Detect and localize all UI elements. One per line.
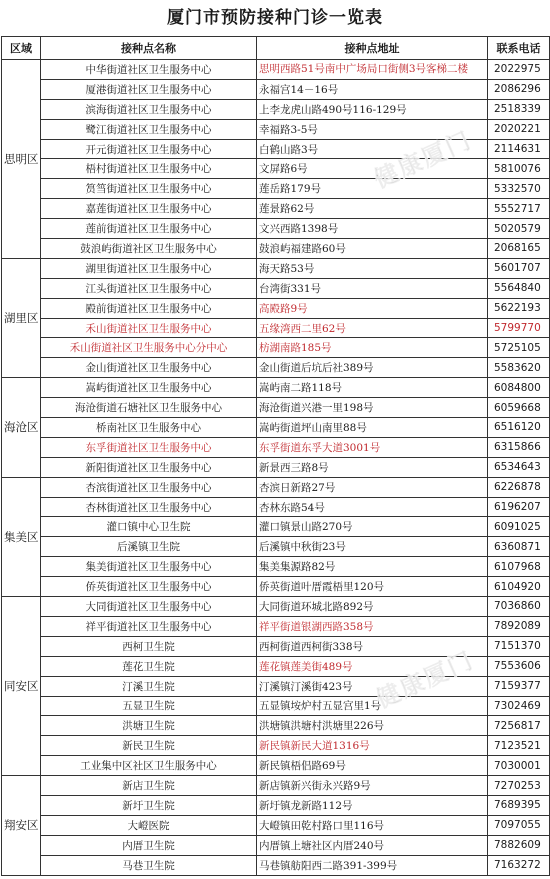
clinic-name-cell: 滨海街道社区卫生服务中心 [41,99,257,119]
clinic-name-cell: 中华街道社区卫生服务中心 [41,60,257,80]
table-row [2,239,550,259]
clinic-address-cell: 幸福路3-5号 [257,119,488,139]
clinic-phone-cell: 5622193 [488,298,550,318]
clinic-name-cell: 杏林街道社区卫生服务中心 [41,497,257,517]
table-row [2,597,550,617]
table-row [2,557,550,577]
table-row [2,79,550,99]
clinic-phone-cell: 7097055 [488,815,550,835]
clinic-phone-cell: 6516120 [488,418,550,438]
clinic-address-cell: 五缘湾西二里62号 [257,318,488,338]
clinic-phone-cell: 5332570 [488,179,550,199]
clinic-name-cell: 后溪镇卫生院 [41,537,257,557]
clinic-phone-cell: 2068165 [488,239,550,259]
clinic-phone-cell: 7892089 [488,616,550,636]
clinic-address-cell: 马巷镇舫阳西二路391-399号 [257,855,488,875]
table-row [2,179,550,199]
table-row [2,795,550,815]
clinic-address-cell: 嵩屿南二路118号 [257,378,488,398]
clinic-name-cell: 禾山街道社区卫生服务中心 [41,318,257,338]
clinic-name-cell: 大嶝医院 [41,815,257,835]
clinic-phone-cell: 5583620 [488,358,550,378]
clinic-name-cell: 汀溪卫生院 [41,676,257,696]
clinic-address-cell: 新民镇新民大道1316号 [257,736,488,756]
clinic-address-cell: 莲花镇莲美街489号 [257,656,488,676]
table-row [2,119,550,139]
clinic-phone-cell: 7689395 [488,795,550,815]
clinic-phone-cell: 5552717 [488,199,550,219]
clinic-phone-cell: 2022975 [488,60,550,80]
clinic-phone-cell: 5799770 [488,318,550,338]
clinic-phone-cell: 6226878 [488,477,550,497]
clinic-address-cell: 杏滨日新路27号 [257,477,488,497]
table-row [2,616,550,636]
header-phone: 联系电话 [488,37,550,60]
clinic-address-cell: 大嶝镇田乾村路口里116号 [257,815,488,835]
clinic-phone-cell: 6360871 [488,537,550,557]
clinic-phone-cell: 7882609 [488,835,550,855]
table-row [2,139,550,159]
district-cell: 思明区 [2,60,41,259]
table-row [2,835,550,855]
clinic-name-cell: 内厝卫生院 [41,835,257,855]
table-row [2,258,550,278]
clinic-phone-cell: 5725105 [488,338,550,358]
clinic-name-cell: 洪塘卫生院 [41,716,257,736]
table-row [2,636,550,656]
clinic-phone-cell: 7123521 [488,736,550,756]
clinic-phone-cell: 6107968 [488,557,550,577]
header-address: 接种点地址 [257,37,488,60]
table-row [2,756,550,776]
clinic-address-cell: 汀溪镇汀溪街423号 [257,676,488,696]
district-cell: 海沧区 [2,378,41,477]
clinic-name-cell: 新民卫生院 [41,736,257,756]
clinic-address-cell: 五显镇垵炉村五显宫里1号 [257,696,488,716]
clinic-address-cell: 新民镇梧侣路69号 [257,756,488,776]
clinic-address-cell: 枋湖南路185号 [257,338,488,358]
table-row [2,656,550,676]
clinic-phone-cell: 7270253 [488,776,550,796]
clinic-phone-cell: 6059668 [488,398,550,418]
clinic-address-cell: 新店镇新兴街永兴路9号 [257,776,488,796]
clinic-phone-cell: 2020221 [488,119,550,139]
table-row [2,437,550,457]
table-row [2,776,550,796]
clinic-name-cell: 嵩屿街道社区卫生服务中心 [41,378,257,398]
table-row [2,199,550,219]
table-row [2,497,550,517]
clinic-name-cell: 鼓浪屿街道社区卫生服务中心 [41,239,257,259]
clinic-name-cell: 桥南社区卫生服务中心 [41,418,257,438]
clinic-phone-cell: 7163272 [488,855,550,875]
clinic-name-cell: 工业集中区社区卫生服务中心 [41,756,257,776]
district-cell: 同安区 [2,597,41,776]
table-row [2,159,550,179]
clinic-name-cell: 大同街道社区卫生服务中心 [41,597,257,617]
clinic-name-cell: 新圩卫生院 [41,795,257,815]
table-row [2,378,550,398]
clinic-name-cell: 新店卫生院 [41,776,257,796]
clinic-address-cell: 台湾街331号 [257,278,488,298]
page-title: 厦门市预防接种门诊一览表 [167,8,383,28]
table-row [2,338,550,358]
clinic-phone-cell: 7302469 [488,696,550,716]
clinic-phone-cell: 6196207 [488,497,550,517]
clinic-phone-cell: 6315866 [488,437,550,457]
clinic-phone-cell: 5564840 [488,278,550,298]
clinic-name-cell: 东孚街道社区卫生服务中心 [41,437,257,457]
clinic-address-cell: 祥平街道银湖西路358号 [257,616,488,636]
clinic-name-cell: 五显卫生院 [41,696,257,716]
clinic-name-cell: 新阳街道社区卫生服务中心 [41,457,257,477]
clinic-name-cell: 灌口镇中心卫生院 [41,517,257,537]
clinic-address-cell: 金山街道后坑后社389号 [257,358,488,378]
clinic-phone-cell: 7256817 [488,716,550,736]
clinic-address-cell: 后溪镇中秋街23号 [257,537,488,557]
table-row [2,736,550,756]
clinic-address-cell: 莲景路62号 [257,199,488,219]
watermark: 健康厦门 [369,125,477,194]
clinic-address-cell: 白鹤山路3号 [257,139,488,159]
clinic-address-cell: 嵩屿街道坪山南里88号 [257,418,488,438]
table-row [2,418,550,438]
clinic-address-cell: 海沧街道兴港一里198号 [257,398,488,418]
clinic-address-cell: 新圩镇龙新路112号 [257,795,488,815]
clinic-name-cell: 江头街道社区卫生服务中心 [41,278,257,298]
clinic-name-cell: 马巷卫生院 [41,855,257,875]
clinic-address-cell: 鼓浪屿福建路60号 [257,239,488,259]
clinic-phone-cell: 7159377 [488,676,550,696]
table-row [2,457,550,477]
clinic-address-cell: 莲岳路179号 [257,179,488,199]
clinic-address-cell: 洪塘镇洪塘村洪塘里226号 [257,716,488,736]
clinic-address-cell: 西柯街道西柯街338号 [257,636,488,656]
clinic-address-cell: 新景西三路8号 [257,457,488,477]
clinic-phone-cell: 5601707 [488,258,550,278]
header-district: 区域 [2,37,41,60]
clinic-phone-cell: 2086296 [488,79,550,99]
table-row [2,696,550,716]
table-row [2,398,550,418]
clinic-phone-cell: 7030001 [488,756,550,776]
table-row [2,477,550,497]
clinic-name-cell: 开元街道社区卫生服务中心 [41,139,257,159]
district-cell: 集美区 [2,477,41,596]
table-body [2,60,550,876]
clinic-name-cell: 湖里街道社区卫生服务中心 [41,258,257,278]
table-row [2,60,550,80]
clinic-table [1,36,550,876]
district-cell: 翔安区 [2,776,41,875]
clinic-name-cell: 嘉莲街道社区卫生服务中心 [41,199,257,219]
clinic-name-cell: 鹭江街道社区卫生服务中心 [41,119,257,139]
district-cell: 湖里区 [2,258,41,377]
clinic-address-cell: 内厝镇上塘社区内厝240号 [257,835,488,855]
clinic-address-cell: 杏林东路54号 [257,497,488,517]
clinic-address-cell: 上李龙虎山路490号116-129号 [257,99,488,119]
clinic-name-cell: 西柯卫生院 [41,636,257,656]
clinic-address-cell: 海天路53号 [257,258,488,278]
clinic-address-cell: 永福宫14－16号 [257,79,488,99]
table-row [2,676,550,696]
clinic-name-cell: 侨英街道社区卫生服务中心 [41,577,257,597]
table-row [2,318,550,338]
clinic-name-cell: 莲花卫生院 [41,656,257,676]
clinic-address-cell: 文屏路6号 [257,159,488,179]
clinic-phone-cell: 6091025 [488,517,550,537]
table-row [2,517,550,537]
clinic-address-cell: 文兴西路1398号 [257,219,488,239]
clinic-phone-cell: 2114631 [488,139,550,159]
clinic-address-cell: 高殿路9号 [257,298,488,318]
clinic-phone-cell: 6104920 [488,577,550,597]
clinic-name-cell: 殿前街道社区卫生服务中心 [41,298,257,318]
table-row [2,537,550,557]
table-header-row [2,37,550,60]
header-name: 接种点名称 [41,37,257,60]
clinic-name-cell: 禾山街道社区卫生服务中心分中心 [41,338,257,358]
clinic-name-cell: 筼筜街道社区卫生服务中心 [41,179,257,199]
clinic-phone-cell: 5020579 [488,219,550,239]
clinic-name-cell: 集美街道社区卫生服务中心 [41,557,257,577]
clinic-address-cell: 集美集源路82号 [257,557,488,577]
table-row [2,577,550,597]
table-row [2,716,550,736]
clinic-address-cell: 灌口镇景山路270号 [257,517,488,537]
watermark: 健康厦门 [371,645,479,714]
clinic-name-cell: 杏滨街道社区卫生服务中心 [41,477,257,497]
clinic-phone-cell: 7036860 [488,597,550,617]
clinic-name-cell: 厦港街道社区卫生服务中心 [41,79,257,99]
table-row [2,99,550,119]
clinic-phone-cell: 5810076 [488,159,550,179]
clinic-name-cell: 金山街道社区卫生服务中心 [41,358,257,378]
clinic-name-cell: 祥平街道社区卫生服务中心 [41,616,257,636]
clinic-phone-cell: 6534643 [488,457,550,477]
table-row [2,278,550,298]
clinic-phone-cell: 2518339 [488,99,550,119]
clinic-phone-cell: 7151370 [488,636,550,656]
clinic-phone-cell: 6084800 [488,378,550,398]
clinic-name-cell: 梧村街道社区卫生服务中心 [41,159,257,179]
table-row [2,219,550,239]
clinic-name-cell: 海沧街道石塘社区卫生服务中心 [41,398,257,418]
table-row [2,358,550,378]
table-row [2,855,550,875]
clinic-phone-cell: 7553606 [488,656,550,676]
clinic-address-cell: 东孚街道东孚大道3001号 [257,437,488,457]
table-row [2,298,550,318]
clinic-address-cell: 思明西路51号南中广场局口街侧3号客梯二楼 [257,60,488,80]
table-row [2,815,550,835]
clinic-address-cell: 侨英街道叶厝霞梧里120号 [257,577,488,597]
clinic-name-cell: 莲前街道社区卫生服务中心 [41,219,257,239]
clinic-address-cell: 大同街道环城北路892号 [257,597,488,617]
